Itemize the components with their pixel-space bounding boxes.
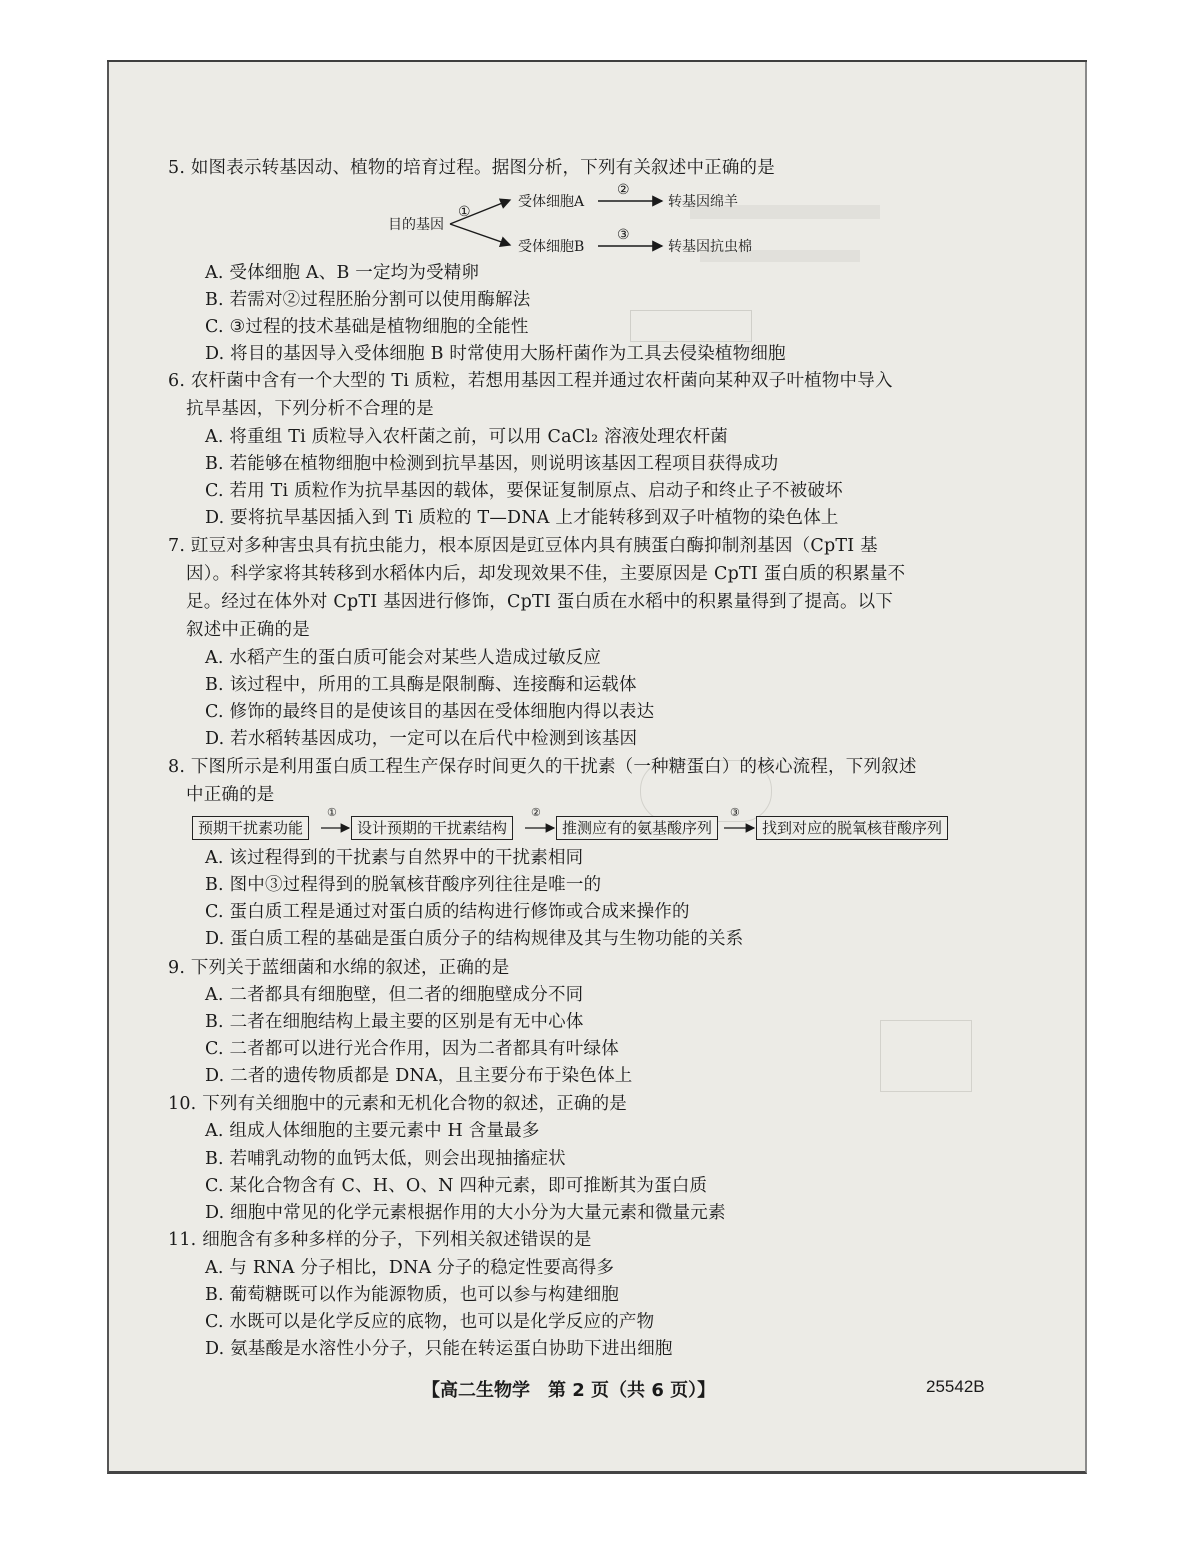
q6-stem-line-2: 抗旱基因，下列分析不合理的是 [186, 399, 434, 419]
bleed-through-mark [880, 1020, 972, 1092]
q6-option-c: C. 若用 Ti 质粒作为抗旱基因的载体，要保证复制原点、启动子和终止子不被破坏 [205, 481, 843, 501]
q9-option-c: C. 二者都可以进行光合作用，因为二者都具有叶绿体 [205, 1039, 619, 1059]
q8-option-c: C. 蛋白质工程是通过对蛋白质的结构进行修饰或合成来操作的 [205, 902, 690, 922]
diagram-product-b: 转基因抗虫棉 [668, 239, 752, 255]
q7-option-a: A. 水稻产生的蛋白质可能会对某些人造成过敏反应 [205, 648, 602, 668]
flow-step-3: ③ [730, 806, 740, 819]
q11-option-b: B. 葡萄糖既可以作为能源物质，也可以参与构建细胞 [205, 1285, 619, 1305]
q5-option-d: D. 将目的基因导入受体细胞 B 时常使用大肠杆菌作为工具去侵染植物细胞 [205, 344, 786, 364]
q10-option-b: B. 若哺乳动物的血钙太低，则会出现抽搐症状 [205, 1149, 566, 1169]
flow-step-1: ① [327, 806, 337, 819]
q5-option-c: C. ③过程的技术基础是植物细胞的全能性 [205, 317, 529, 337]
q10-stem: 10. 下列有关细胞中的元素和无机化合物的叙述，正确的是 [168, 1094, 627, 1114]
diagram-cell-b: 受体细胞B [518, 239, 585, 255]
q7-option-c: C. 修饰的最终目的是使该目的基因在受体细胞内得以表达 [205, 702, 655, 722]
diagram-product-a: 转基因绵羊 [668, 194, 738, 210]
flow-box-2: 设计预期的干扰素结构 [351, 816, 513, 840]
page-footer-title: 【高二生物学 第 2 页（共 6 页）】 [422, 1380, 716, 1401]
q6-option-b: B. 若能够在植物细胞中检测到抗旱基因，则说明该基因工程项目获得成功 [205, 454, 779, 474]
q5-stem: 5. 如图表示转基因动、植物的培育过程。据图分析，下列有关叙述中正确的是 [168, 158, 775, 178]
q7-stem-line-3: 足。经过在体外对 CpTI 基因进行修饰，CpTI 蛋白质在水稻中的积累量得到了提高。以下 [186, 592, 894, 612]
q10-option-c: C. 某化合物含有 C、H、O、N 四种元素，即可推断其为蛋白质 [205, 1176, 708, 1196]
flow-step-2: ② [531, 806, 541, 819]
q11-option-a: A. 与 RNA 分子相比，DNA 分子的稳定性要高得多 [205, 1258, 615, 1278]
q8-stem-line-2: 中正确的是 [186, 785, 275, 805]
page-footer-code: 25542B [926, 1377, 985, 1396]
flow-box-4: 找到对应的脱氧核苷酸序列 [756, 816, 948, 840]
q9-stem: 9. 下列关于蓝细菌和水绵的叙述，正确的是 [168, 958, 510, 978]
diagram-step-1: ① [458, 204, 471, 220]
flow-box-3: 推测应有的氨基酸序列 [556, 816, 718, 840]
diagram-step-3: ③ [617, 227, 630, 243]
diagram-source: 目的基因 [388, 217, 444, 233]
q9-option-d: D. 二者的遗传物质都是 DNA，且主要分布于染色体上 [205, 1066, 633, 1086]
q9-option-a: A. 二者都具有细胞壁，但二者的细胞壁成分不同 [205, 985, 584, 1005]
q8-option-b: B. 图中③过程得到的脱氧核苷酸序列往往是唯一的 [205, 875, 602, 895]
q7-option-b: B. 该过程中，所用的工具酶是限制酶、连接酶和运载体 [205, 675, 637, 695]
q9-option-b: B. 二者在细胞结构上最主要的区别是有无中心体 [205, 1012, 584, 1032]
q10-option-a: A. 组成人体细胞的主要元素中 H 含量最多 [205, 1121, 540, 1141]
q7-stem-line-4: 叙述中正确的是 [186, 620, 310, 640]
flow-box-1: 预期干扰素功能 [192, 816, 309, 840]
q5-option-b: B. 若需对②过程胚胎分割可以使用酶解法 [205, 290, 531, 310]
q7-stem-line-2: 因）。科学家将其转移到水稻体内后，却发现效果不佳，主要原因是 CpTI 蛋白质的积累量不 [186, 564, 906, 584]
q6-stem-line-1: 6. 农杆菌中含有一个大型的 Ti 质粒，若想用基因工程并通过农杆菌向某种双子叶植物中导入 [168, 371, 893, 391]
flow-arrows [0, 0, 1, 1]
q7-option-d: D. 若水稻转基因成功，一定可以在后代中检测到该基因 [205, 729, 638, 749]
diagram-cell-a: 受体细胞A [518, 194, 585, 210]
q8-stem-line-1: 8. 下图所示是利用蛋白质工程生产保存时间更久的干扰素（一种糖蛋白）的核心流程，下列叙述 [168, 757, 917, 777]
q6-option-a: A. 将重组 Ti 质粒导入农杆菌之前，可以用 CaCl₂ 溶液处理农杆菌 [205, 427, 729, 447]
q11-option-d: D. 氨基酸是水溶性小分子，只能在转运蛋白协助下进出细胞 [205, 1339, 673, 1359]
diagram-step-2: ② [617, 182, 630, 198]
q11-option-c: C. 水既可以是化学反应的底物，也可以是化学反应的产物 [205, 1312, 655, 1332]
q8-option-d: D. 蛋白质工程的基础是蛋白质分子的结构规律及其与生物功能的关系 [205, 929, 744, 949]
bleed-through-mark [630, 310, 752, 342]
q11-stem: 11. 细胞含有多种多样的分子，下列相关叙述错误的是 [168, 1230, 592, 1250]
q5-option-a: A. 受体细胞 A、B 一定均为受精卵 [205, 263, 480, 283]
q6-option-d: D. 要将抗旱基因插入到 Ti 质粒的 T—DNA 上才能转移到双子叶植物的染色体上 [205, 508, 839, 528]
q8-option-a: A. 该过程得到的干扰素与自然界中的干扰素相同 [205, 848, 584, 868]
q7-stem-line-1: 7. 豇豆对多种害虫具有抗虫能力，根本原因是豇豆体内具有胰蛋白酶抑制剂基因（CpTI 基 [168, 536, 878, 556]
q10-option-d: D. 细胞中常见的化学元素根据作用的大小分为大量元素和微量元素 [205, 1203, 726, 1223]
